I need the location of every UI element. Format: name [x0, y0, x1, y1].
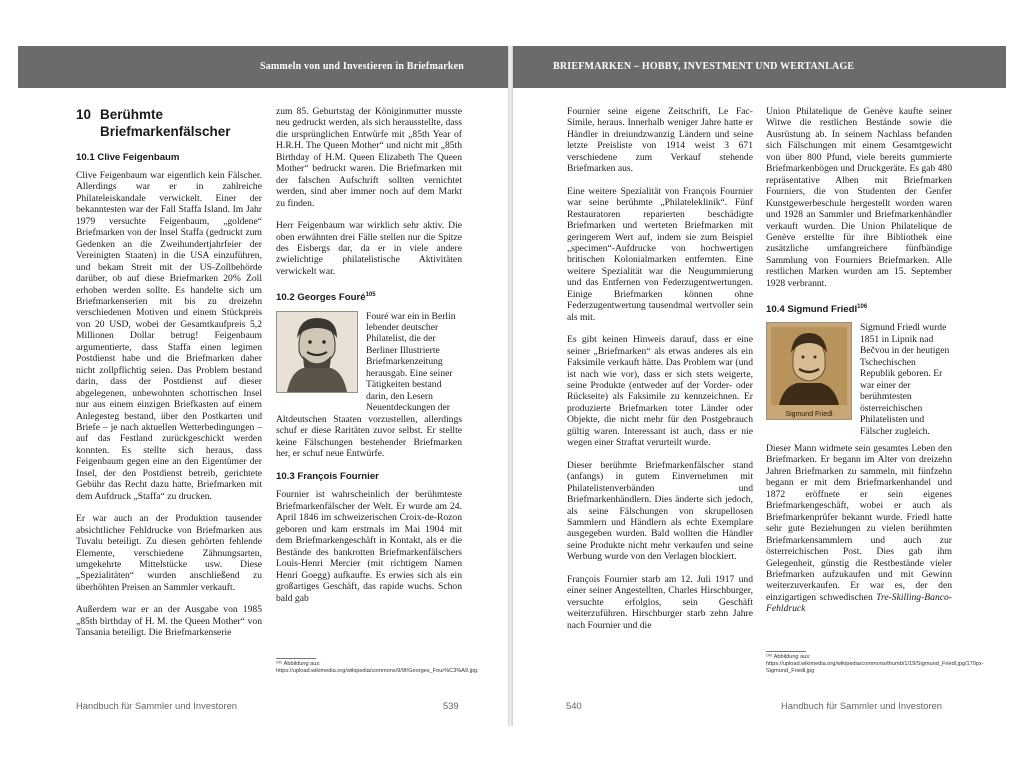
friedl-wrap-text: Sigmund Friedl wurde 1851 in Lipnik nad Bečvou in der heutigen Tschechischen Republik geboren. Er war einer der berühmtesten österreichischen Philatelisten und Fälscher zugleich.	[860, 322, 950, 437]
chapter-heading	[76, 106, 262, 140]
paragraph: Union Philatelique de Genève kaufte seiner Witwe die restlichen Bestände sowie die Ausrüstung ab. In seinem Nachlass befanden sich Fälschungen mit einem Gesamtgewicht von über 800 Pfund, viele bereits gummierte Briefmarkenbögen und Druckgeräte. Es gab 480 repräsentative Alben mit Briefmarken Fourniers, die von Studenten der Genfer Kunstgewerbeschule hergestellt worden waren und 1928 an Sammler und Briefmarkenhändler verkauft wurden. Die Union Philatelique de Genève erstellte für ihre Bibliothek eine zusätzliche umfangreichere fünfbändige Sammlung von Fourniers Briefmarken. Alle restlichen Marken wurden am 15. September 1928 verbrannt.	[766, 106, 952, 289]
paragraph	[766, 443, 952, 615]
footnote-ref: 106	[857, 304, 868, 311]
left-header-text: Sammeln von und Investieren in Briefmarken	[259, 61, 464, 72]
section-title: 10.2 Georges Fouré	[276, 292, 366, 304]
italic-term: Tre-Skilling-Banco-Fehldruck	[766, 591, 952, 615]
right-running-header	[513, 46, 1006, 88]
footnote-text: ¹⁰⁵ Abbildung aus: https://upload.wikimedia.org/wikipedia/commons/9/9f/Georges_Four%C3%A9.jpg.	[276, 661, 479, 674]
chapter-title: Berühmte Briefmarkenfälscher	[100, 107, 231, 139]
paragraph: François Fournier starb am 12. Juli 1917 und einer seiner Angestellten, Charles Hirschburger, versuchte erfolglos, sein Geschäft weiterzuführen. Hirschburger starb zehn Jahre nach Fournier und die	[567, 573, 753, 631]
portrait-illustration	[277, 312, 357, 392]
paragraph: Er war auch an der Produktion tausender absichtlicher Fehldrucke von Briefmarken aus Tuvalu beteiligt. Zu diesen gehörten fehlende Elemente, verschiedene Zähnungsarten, umgekehrte Mittelstücke usw. Diese „Spezialitäten“ wurden anschließend zu überhöhten Preisen an Sammler verkauft.	[76, 513, 262, 593]
section-heading-10-3: 10.3 François Fournier	[276, 471, 379, 483]
left-running-header	[18, 46, 508, 88]
paragraph: Dieser berühmte Briefmarkenfälscher stand (anfangs) in gutem Einvernehmen mit Philatelistenverbänden und Briefmarkenhändlern. Dies änderte sich jedoch, als seine Fälschungen von skrupellosen Sammlern und Händlern als echte Exemplare ausgegeben wurden. Bald wollten die Händler seine Produkte nicht mehr verkaufen und seine Werbung wurde von den Verlagen blockiert.	[567, 459, 753, 563]
left-page-number: 539	[443, 700, 459, 711]
right-header-text: BRIEFMARKEN – HOBBY, INVESTMENT UND WERTANLAGE	[553, 61, 855, 72]
left-column-2	[276, 106, 462, 615]
right-column-1	[567, 106, 753, 642]
paragraph: Herr Feigenbaum war wirklich sehr aktiv. Die oben erwähnten drei Fälle stellen nur die Spitze des Eisbergs dar, da er in viele andere zwielichtige philatelistische Aktivitäten verwickelt war.	[276, 220, 462, 277]
foure-figure-block	[276, 311, 462, 414]
footnote-rule	[276, 658, 316, 659]
foure-wrap-text: Fouré war ein in Berlin lebender deutscher Philatelist, die der Berliner Illustrierte Briefmarkenzeitung herausgab. Eine seiner Tätigkeiten bestand darin, den Lesern Neuentdeckungen der	[366, 310, 456, 414]
friedl-portrait-image	[766, 322, 852, 420]
paragraph: Fournier ist wahrscheinlich der berühmteste Briefmarkenfälscher der Welt. Er wurde am 24. April 1846 im schweizerischen Croix-de-Rozon geboren und kam erstmals im Mai 1904 mit dem Briefmarkengeschäft in Kontakt, als er die Bestände des bankrotten Briefmarkenfälschers Louis-Henri Mercier (mit richtigem Namen Henri Goegg) aufkaufte. Es erwies sich als ein großartiges Geschäft, das rapide wuchs. Schon bald gab	[276, 489, 462, 604]
footnote-rule	[766, 651, 806, 652]
portrait-photo	[767, 323, 851, 419]
right-column-2	[766, 106, 952, 626]
paragraph: Altdeutschen Staaten vorzustellen, allerdings schuf er diese Raritäten zuvor selbst. Er stellte keine Fälschungen bestehender Briefmarken her, er schuf neue Entwürfe.	[276, 413, 462, 459]
section-heading-10-1: 10.1 Clive Feigenbaum	[76, 152, 180, 163]
left-footnote	[276, 658, 479, 675]
portrait-caption: Sigmund Friedl	[785, 410, 833, 418]
footnote-text: ¹⁰⁶ Abbildung aus: https://upload.wikimedia.org/wikipedia/commons/thumb/1/19/Sigmund_Friedl.jpg/170px-Sigmund_Friedl.jpg	[766, 654, 984, 674]
paragraph-text: Dieser Mann widmete sein gesamtes Leben den Briefmarken. Er begann im Alter von dreizehn Jahren Briefmarken zu sammeln, mit fünfzehn begann er mit dem Briefmarkenhandel und 1872 eröffnete er sein eigenes Briefmarkengeschäft, wobei er auch als Briefmarkenprüfer bekannt wurde. Friedl hatte sehr gute Beziehungen zu vielen berühmten Briefmarkensammlern und auch zur österreichischen Post. Dies gab ihm Gelegenheit, günstig die Restbestände vieler Briefmarken aufzukaufen und mit Gewinn weiterzuverkaufen. Er war es, der den einzigartigen schwedischen	[766, 442, 952, 603]
chapter-number: 10	[76, 107, 92, 122]
paragraph: Es gibt keinen Hinweis darauf, dass er eine seiner „Briefmarken“ als etwas anderes als ein Faksimile verkauft hätte. Das Problem war (und ist nach wie vor), dass er sich stets weigerte, seine Produkte (entweder auf der Vorder- oder Rückseite) als Faksimile zu kennzeichnen. Er produzierte Briefmarken toter Länder oder Objekte, die nicht mehr für den Postgebrauch gültig waren. Interessant ist auch, dass er nie wegen einer Straftat verurteilt wurde.	[567, 334, 753, 449]
paragraph: Fournier seine eigene Zeitschrift, Le Fac-Simile, heraus. Innerhalb weniger Jahre hatte er Händler in dreiundzwanzig Ländern und seine letzte Preisliste von 1914 weist 3 671 verschiedene zum Verkauf stehende Briefmarken aus.	[567, 106, 753, 175]
right-footer-title: Handbuch für Sammler und Investoren	[781, 700, 943, 711]
left-column-1	[76, 106, 262, 650]
foure-portrait-image	[276, 311, 358, 393]
paragraph: Außerdem war er an der Ausgabe von 1985 „85th birthday of H. M. the Queen Mother“ von Tansania beteiligt. Die Briefmarkenserie	[76, 604, 262, 639]
paragraph: zum 85. Geburtstag der Königinmutter musste neu gedruckt werden, als sich herausstellte, dass die ursprünglichen Entwürfe mit „85th Year of H.R.H. The Queen Mother“ und nicht mit „85th Birthday of H.M. Queen Elizabeth The Queen Mother“ bedruckt waren. Die Briefmarken mit der falschen Aufschrift sollten vernichtet werden, sind aber immer noch auf dem Markt zu finden.	[276, 106, 462, 209]
section-heading-10-2	[276, 289, 462, 304]
friedl-figure-block	[766, 322, 952, 437]
section-heading-10-4	[766, 301, 952, 316]
section-title: 10.4 Sigmund Friedl	[766, 304, 858, 316]
right-footnote	[766, 651, 984, 675]
left-page	[0, 0, 508, 768]
paragraph: Eine weitere Spezialität von François Fournier war seine berühmte „Philateleklinik“. Fünf Restauratoren reparierten beschädigte Briefmarken und werteten Briefmarken mit geringerem Wert auf, indem sie zum Beispiel „specimen“-Aufdrucke von hochwertigen britischen Kolonialmarken entfernten. Eine weitere Spezialität war die Neugummierung und das Entfernen von Federzugentwertungen. Einige Briefmarken können ohne Federzugentwertung tausendmal wertvoller sein als mit.	[567, 185, 753, 323]
left-footer-title: Handbuch für Sammler und Investoren	[76, 700, 238, 711]
paragraph: Clive Feigenbaum war eigentlich kein Fälscher. Allerdings war er in zahlreiche Philateleiskandale verwickelt. Einer der bekanntesten war der Fall Staffa Island. Im Jahr 1979 versuchte Feigenbaum, „goldene“ Briefmarken von der Insel Staffa (gedruckt zum Gedenken an die Zweihundertjahrfeier der Vereinigten Staaten) in die USA einzuführen, und bekam Streit mit der US-Zollbehörde darüber, ob auf diese Briefmarken 20% Zoll erhoben werden sollte. Es handelte sich um Briefmarkenserien mit bis zu dreizehn verschiedenen Motiven und einem Stückpreis von 20 USD, wobei der Gesamtkaufpreis 5,2 Millionen Dollar betrug! Feigenbaum argumentierte, dass Staffa einen legimen Postdienst habe und die Briefmarken daher nicht zollpflichtig seien. Das Problem bestand darin, dass der Postdienst auf dieser abgelegenen, unbewohnten schottischen Insel nur aus einem einzigen Briefkasten auf einem Anlegesteg bestand, über den Postkarten und Briefe – je nach aktuellen Wetterbedingungen – auf das Festland zurückgeschickt werden konnten. Es stellte sich heraus, dass Feigenbaum gegen eine an den Eigentümer der Insel, der den Postdienst betreib, gerichtete Gebühr das Recht dazu hatte, Briefmarken mit dem Aufdruck „Staffa“ zu drucken.	[76, 170, 262, 502]
footnote-ref: 105	[365, 292, 376, 299]
right-page-number: 540	[566, 700, 582, 711]
